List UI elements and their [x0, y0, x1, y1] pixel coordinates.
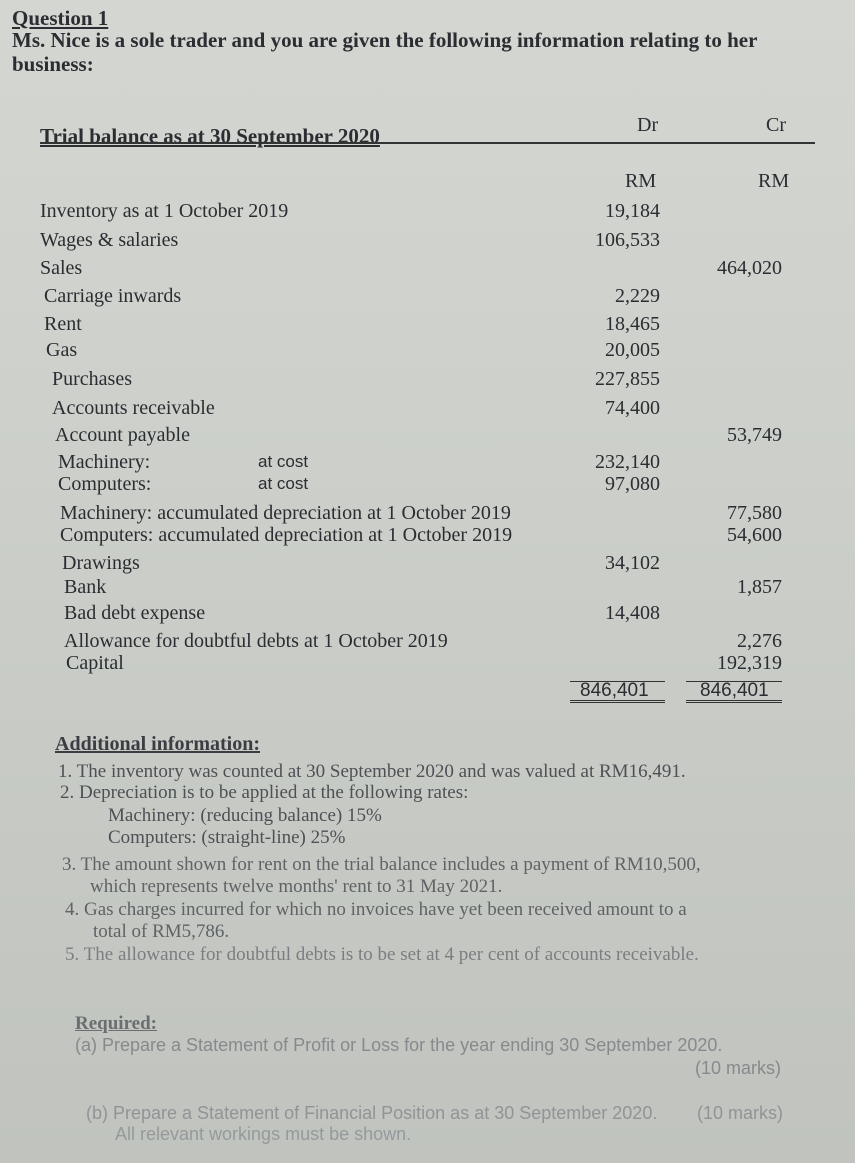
debit-value: 106,533 — [595, 229, 660, 251]
credit-value: 77,580 — [727, 502, 782, 524]
credit-value: 53,749 — [727, 424, 782, 446]
note-2: 2. Depreciation is to be applied at the following rates: — [60, 782, 469, 803]
table-row — [0, 368, 855, 390]
debit-total: 846,401 — [580, 680, 649, 701]
row-basis: at cost — [258, 474, 309, 493]
table-row — [0, 397, 855, 419]
table-row — [0, 502, 855, 524]
table-row — [0, 630, 855, 652]
question-intro: Ms. Nice is a sole trader and you are given the following information relating to her business: — [12, 28, 758, 76]
required-heading: Required: — [75, 1013, 157, 1034]
row-label: Accounts receivable — [52, 397, 215, 419]
row-label: Inventory as at 1 October 2019 — [40, 200, 289, 222]
note-2-machinery: Machinery: (reducing balance) 15% — [108, 805, 382, 826]
credit-total: 846,401 — [700, 680, 769, 701]
credit-value: 54,600 — [727, 524, 782, 546]
table-row — [0, 473, 855, 495]
table-row — [0, 339, 855, 361]
credit-value: 1,857 — [737, 576, 782, 598]
row-label: Sales — [40, 257, 83, 279]
table-row — [0, 424, 855, 446]
note-4: 4. Gas charges incurred for which no invoices have yet been received amount to a — [65, 899, 687, 920]
debit-value: 2,229 — [615, 285, 660, 307]
debit-value: 14,408 — [605, 602, 660, 624]
required-part-b-marks: (10 marks) — [697, 1103, 784, 1123]
note-2-computers: Computers: (straight-line) 25% — [108, 827, 346, 848]
table-row — [0, 229, 855, 251]
debit-value: 74,400 — [605, 397, 660, 419]
title-rule — [40, 142, 815, 144]
debit-column-header: Dr — [637, 114, 659, 136]
row-label: Computers: accumulated depreciation at 1 October 2019 — [60, 524, 513, 546]
table-row — [0, 257, 855, 279]
trial-balance-title: Trial balance as at 30 September 2020 — [40, 124, 380, 148]
note-3: 3. The amount shown for rent on the trial balance includes a payment of RM10,500, — [62, 854, 701, 875]
row-label: Account payable — [55, 424, 190, 446]
table-row — [0, 576, 855, 598]
debit-value: 18,465 — [605, 313, 660, 335]
table-row — [0, 552, 855, 574]
row-label: Computers: — [58, 473, 152, 495]
debit-value: 19,184 — [605, 200, 660, 222]
table-row — [0, 652, 855, 674]
table-row — [0, 200, 855, 222]
debit-value: 20,005 — [605, 339, 660, 361]
credit-unit: RM — [758, 170, 790, 192]
credit-column-header: Cr — [766, 114, 786, 136]
note-4-cont: total of RM5,786. — [93, 921, 230, 942]
row-label: Gas — [46, 339, 78, 361]
row-label: Drawings — [62, 552, 140, 574]
debit-value: 97,080 — [605, 473, 660, 495]
row-label: Machinery: — [58, 451, 151, 473]
required-part-b: (b) Prepare a Statement of Financial Position as at 30 September 2020. — [86, 1103, 658, 1123]
debit-value: 232,140 — [595, 451, 660, 473]
credit-value: 464,020 — [717, 257, 782, 279]
table-row — [0, 285, 855, 307]
required-workings-note: All relevant workings must be shown. — [115, 1124, 412, 1144]
row-label: Rent — [44, 313, 82, 335]
note-3-cont: which represents twelve months' rent to 31 May 2021. — [90, 876, 503, 897]
row-label: Bad debt expense — [64, 602, 206, 624]
table-row — [0, 451, 855, 473]
debit-total-double-rule — [570, 700, 665, 703]
note-1: 1. The inventory was counted at 30 September 2020 and was valued at RM16,491. — [58, 761, 686, 782]
row-label: Carriage inwards — [44, 285, 182, 307]
row-basis: at cost — [258, 452, 309, 471]
credit-total-double-rule — [686, 700, 782, 703]
required-part-a: (a) Prepare a Statement of Profit or Loss for the year ending 30 September 2020. — [75, 1035, 723, 1055]
debit-unit: RM — [625, 170, 657, 192]
row-label: Bank — [64, 576, 107, 598]
debit-value: 227,855 — [595, 368, 660, 390]
row-label: Allowance for doubtful debts at 1 October 2019 — [64, 630, 448, 652]
row-label: Machinery: accumulated depreciation at 1 October 2019 — [60, 502, 511, 524]
required-part-a-marks: (10 marks) — [695, 1058, 782, 1078]
table-row — [0, 313, 855, 335]
debit-value: 34,102 — [605, 552, 660, 574]
row-label: Capital — [66, 652, 124, 674]
table-row — [0, 602, 855, 624]
credit-value: 2,276 — [737, 630, 782, 652]
note-5: 5. The allowance for doubtful debts is to be set at 4 per cent of accounts receivable. — [65, 944, 699, 965]
question-heading: Question 1 — [12, 6, 109, 30]
credit-value: 192,319 — [717, 652, 782, 674]
row-label: Purchases — [52, 368, 132, 390]
row-label: Wages & salaries — [40, 229, 179, 251]
additional-info-heading: Additional information: — [55, 733, 261, 755]
table-row — [0, 524, 855, 546]
